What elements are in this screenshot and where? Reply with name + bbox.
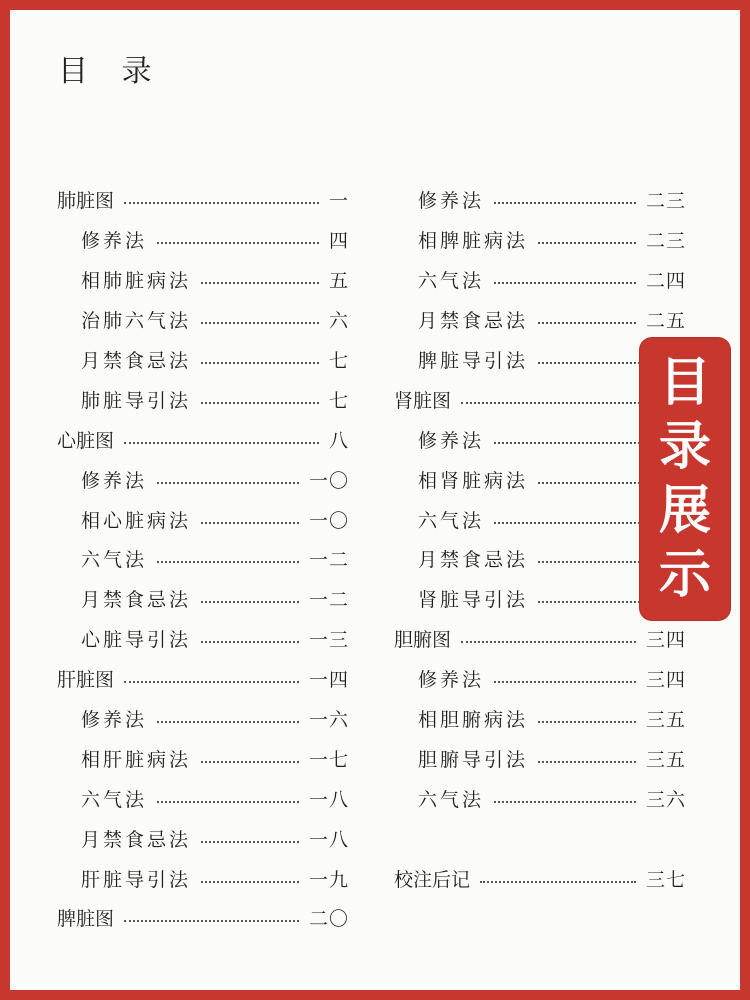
toc-entry <box>394 180 686 220</box>
toc-entry <box>57 818 349 858</box>
toc-entry <box>57 180 349 220</box>
badge-char: 示 <box>658 545 711 605</box>
dot-leader <box>124 201 319 204</box>
toc-entry-page: 四 <box>328 230 349 253</box>
dot-leader <box>480 880 636 883</box>
dot-leader <box>157 560 299 563</box>
dot-leader <box>538 321 636 324</box>
dot-leader <box>124 680 299 683</box>
toc-entry <box>57 858 349 898</box>
toc-entry-page: 一九 <box>308 868 349 891</box>
toc-entry-label: 脾脏导引法 <box>418 350 529 372</box>
toc-entry <box>57 619 349 659</box>
toc-entry-label: 相肺脏病法 <box>81 270 192 293</box>
toc-entry <box>57 260 349 300</box>
toc-entry-label: 肾脏导引法 <box>418 589 529 612</box>
dot-leader <box>201 840 299 843</box>
toc-entry-page: 三七 <box>645 868 686 891</box>
toc-entry <box>57 419 349 459</box>
toc-entry-page: 三六 <box>645 788 686 811</box>
toc-entry-label: 相脾脏病法 <box>418 230 529 253</box>
toc-entry <box>394 220 686 260</box>
dot-leader <box>538 720 636 723</box>
toc-entry <box>394 858 686 898</box>
toc-entry-label: 胆腑图 <box>394 629 452 652</box>
toc-entry <box>57 659 349 699</box>
dot-leader <box>201 401 319 404</box>
toc-entry-page: 七 <box>328 389 349 412</box>
dot-leader <box>461 640 636 643</box>
toc-entry <box>57 699 349 739</box>
book-page <box>10 10 740 990</box>
toc-entry-label: 相心脏病法 <box>81 509 192 532</box>
dot-leader <box>124 441 319 444</box>
toc-entry-label: 相肝脏病法 <box>81 748 192 771</box>
toc-entry-label: 六气法 <box>418 509 485 532</box>
toc-entry <box>394 300 686 340</box>
toc-entry <box>57 539 349 579</box>
toc-entry <box>57 579 349 619</box>
toc-entry-page: 一 <box>328 190 349 213</box>
dot-leader <box>201 600 299 603</box>
dot-leader <box>157 800 299 803</box>
toc-entry-label: 脾脏图 <box>57 908 115 931</box>
toc-entry-page: 一六 <box>308 709 349 732</box>
toc-entry-page: 一三 <box>308 629 349 652</box>
toc-entry-page: 三四 <box>645 629 686 652</box>
page-title: 目 录 <box>58 54 164 89</box>
toc-entry-label: 修养法 <box>81 469 148 492</box>
toc-entry <box>57 898 349 938</box>
toc-entry <box>57 778 349 818</box>
toc-entry-page: 七 <box>328 350 349 372</box>
toc-showcase-badge <box>640 338 730 620</box>
dot-leader <box>201 521 299 524</box>
toc-entry-page: 一七 <box>308 748 349 771</box>
toc-entry-page: 三五 <box>645 709 686 732</box>
toc-entry-page: 一二 <box>308 549 349 572</box>
toc-entry <box>394 619 686 659</box>
toc-entry-label: 肝脏图 <box>57 669 115 692</box>
toc-entry-label: 修养法 <box>418 429 485 452</box>
toc-entry-page: 三四 <box>645 669 686 692</box>
dot-leader <box>538 760 636 763</box>
toc-entry-label: 月禁食忌法 <box>418 310 529 333</box>
toc-entry-page: 五 <box>328 270 349 293</box>
toc-entry-label: 六气法 <box>418 270 485 293</box>
toc-entry-page: 二四 <box>645 270 686 293</box>
dot-leader <box>201 321 319 324</box>
toc-entry-label: 治肺六气法 <box>81 310 192 333</box>
toc-entry-page: 二〇 <box>308 908 349 931</box>
toc-column-left <box>57 180 349 938</box>
toc-entry-page: 六 <box>328 310 349 333</box>
toc-entry <box>394 260 686 300</box>
toc-entry <box>394 699 686 739</box>
dot-leader <box>538 241 636 244</box>
badge-char: 展 <box>658 481 711 541</box>
toc-entry-label: 六气法 <box>418 788 485 811</box>
dot-leader <box>494 201 636 204</box>
toc-entry-page: 二三 <box>645 230 686 253</box>
toc-entry-label: 修养法 <box>81 709 148 732</box>
toc-entry-page: 八 <box>328 429 349 452</box>
toc-entry-page: 一四 <box>308 669 349 692</box>
toc-entry-label: 胆腑导引法 <box>418 748 529 771</box>
dot-leader <box>201 281 319 284</box>
toc-entry-label: 肝脏导引法 <box>81 868 192 891</box>
dot-leader <box>157 720 299 723</box>
toc-entry-page: 一八 <box>308 788 349 811</box>
toc-entry-label: 肺脏图 <box>57 190 115 213</box>
toc-entry-label: 六气法 <box>81 788 148 811</box>
toc-entry-label: 肾脏图 <box>394 389 452 412</box>
toc-entry <box>394 818 686 858</box>
dot-leader <box>124 919 299 922</box>
toc-entry <box>57 499 349 539</box>
toc-entry <box>57 459 349 499</box>
toc-entry-label: 心脏导引法 <box>81 629 192 652</box>
dot-leader <box>201 760 299 763</box>
toc-entry <box>394 659 686 699</box>
toc-entry <box>57 300 349 340</box>
toc-entry-page: 一〇 <box>308 469 349 492</box>
badge-char: 目 <box>658 353 711 413</box>
toc-entry-label: 月禁食忌法 <box>81 350 192 372</box>
dot-leader <box>201 361 319 364</box>
toc-entry-label: 校注后记 <box>394 868 471 891</box>
toc-entry-label: 相肾脏病法 <box>418 469 529 492</box>
toc-entry-page: 一〇 <box>308 509 349 532</box>
toc-entry <box>57 738 349 778</box>
toc-entry <box>394 738 686 778</box>
toc-entry-label: 修养法 <box>418 190 485 213</box>
toc-entry <box>57 379 349 419</box>
toc-entry <box>57 220 349 260</box>
toc-entry-label: 月禁食忌法 <box>418 549 529 572</box>
toc-entry-page: 三五 <box>645 748 686 771</box>
toc-entry-label: 月禁食忌法 <box>81 828 192 851</box>
dot-leader <box>494 281 636 284</box>
badge-char: 录 <box>658 417 711 477</box>
dot-leader <box>157 241 319 244</box>
toc-entry-label: 六气法 <box>81 549 148 572</box>
toc-entry-label: 月禁食忌法 <box>81 589 192 612</box>
toc-entry-page: 一八 <box>308 828 349 851</box>
dot-leader <box>494 680 636 683</box>
toc-entry-page: 一二 <box>308 589 349 612</box>
toc-entry <box>394 778 686 818</box>
toc-entry-label: 修养法 <box>418 669 485 692</box>
dot-leader <box>201 880 299 883</box>
toc-entry-label: 肺脏导引法 <box>81 389 192 412</box>
toc-entry-page: 二五 <box>645 310 686 333</box>
toc-entry-page: 二三 <box>645 190 686 213</box>
toc-entry-label: 修养法 <box>81 230 148 253</box>
toc-entry-label: 相胆腑病法 <box>418 709 529 732</box>
toc-entry-label: 心脏图 <box>57 429 115 452</box>
toc-entry <box>57 340 349 380</box>
dot-leader <box>494 800 636 803</box>
dot-leader <box>157 481 299 484</box>
dot-leader <box>201 640 299 643</box>
